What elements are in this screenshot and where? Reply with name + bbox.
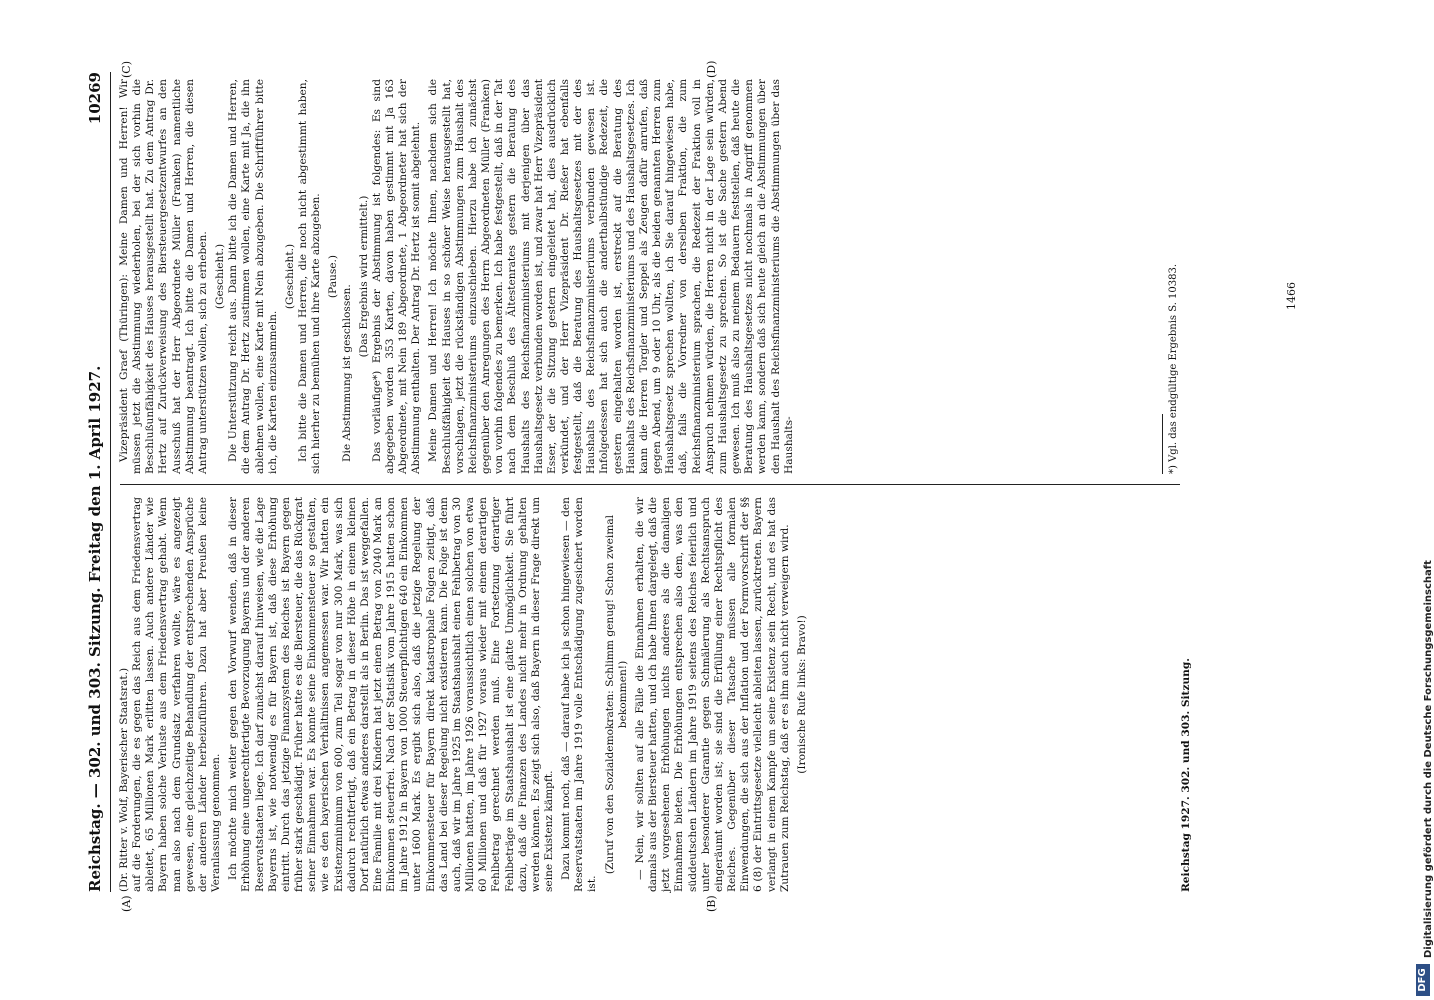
right-stage-direction-1: (Geschieht.) — [214, 243, 227, 310]
right-paragraph-2: Die Unterstützung reicht aus. Dann bitte ich die Damen und Herren, die dem Antrag Dr. Hertz zustimmen wollen, eine Karte mit Ja, die ihn ablehnen wollen, eine Karte mit Nein abzugeben. Die Schriftführer bitte ich, die Karten einzusammeln. — [227, 79, 279, 474]
right-paragraph-3: Ich bitte die Damen und Herren, die noch nicht abgestimmt haben, sich hierher zu bemühen und ihre Karte abzugeben. — [297, 79, 323, 474]
margin-marker-d: (D) — [705, 60, 718, 78]
margin-marker-a: (A) — [120, 895, 133, 912]
right-paragraph-6: Meine Damen und Herren! Ich möchte Ihnen, nachdem sich die Beschlußfähigkeit des Hauses in so schöner Weise herausgestellt hat, vorschlagen, jetzt die rückständigen Abstimmungen zum Haushalt des Reichsfinanzministeriums einzuschieben. Hierzu habe ich zunächst gegenüber den Anregungen des Herrn Abgeordneten Müller (Franken) von vorhin folgendes zu bemerken. Ich habe festgestellt, daß in der Tat nach dem Beschluß des Ältestenrates gestern die Beratung des Haushalts des Reichsfinanzministeriums mit derjenigen über das Haushaltsgesetz verbunden worden ist, und zwar hat Herr Vizepräsident Esser, der die Sitzung gestern eingeleitet hat, dies ausdrücklich verkündet, und der Herr Vizepräsident Dr. Rießer hat ebenfalls festgestellt, daß die Beratung des Haushaltsgesetzes mit der des Haushalts des Reichsfinanzministeriums verbunden gewesen ist. Infolgedessen hat sich auch die anderthalbstündige Redezeit, die gestern eingehalten worden ist, erstreckt auf die Beratung des Haushalts des Reichsfinanzministeriums und des Haushaltsgesetzes. Ich kann die Herren Torgler und Seppel als Zeugen dafür anrufen, daß gegen Abend, um 9 oder 10 Uhr, als die beiden genannten Herren zum Haushaltsgesetz sprechen wollten, ich Sie darauf hingewiesen habe, daß, falls die Vorredner von derselben Fraktion, die zum Reichsfinanzministerium sprachen, die Redezeit der Fraktion voll in Anspruch nehmen würden, die Herren nicht in der Lage sein würden, zum Haushaltsgesetz zu sprechen. So ist die Sache gestern Abend gewesen. Ich muß also zu meinem Bedauern feststellen, daß heute die Beratung des Haushaltsgesetzes nicht nochmals in Angriff genommen werden kann, sondern daß sich heute gleich an die Abstimmungen über den Haushalt des Reichsfinanzministeriums die Abstimmungen über das Haushalts- — [427, 79, 795, 474]
left-paragraph-1: auf die Forderungen, die es gegen das Reich aus dem Friedensvertrag ableitet, 65 Millionen Mark erlitten lassen. Auch andere Länder wie Bayern haben solche Verluste aus dem Friedensvertrag gehabt. Wenn man also nach dem Grundsatz verfahren wollte, wäre es angezeigt gewesen, eine gleichzeitige Behandlung der entsprechenden Ansprüche der anderen Länder herbeizuführen. Dazu hat aber Preußen keine Veranlassung genommen. — [131, 497, 223, 892]
left-footer: Reichstag 1927. 302. und 303. Sitzung. — [1180, 658, 1192, 892]
left-paragraph-4: — Nein, wir sollten auf alle Fälle die Einnahmen erhalten, die wir damals aus der Biersteuer hatten, und ich habe Ihnen dargelegt, daß die jetzt vorgesehenen Erhöhungen nichts anderes als die damaligen Einnahmen bieten. Die Erhöhungen entsprechen also dem, was den süddeutschen Ländern im Jahre 1919 seitens des Reiches feierlich und unter besonderer Garantie gegen Schmälerung als Rechtsanspruch eingeräumt worden ist; sie sind die Erfüllung einer Rechtspflicht des Reiches. Gegenüber dieser Tatsache müssen alle formalen Einwendungen, die sich aus der Inflation und der Formvorschrift der §§ 6 (8) der Eintrittsgesetze vielleicht ableiten lassen, zurücktreten. Bayern verlangt in einem Kampfe um seine Existenz sein Recht, und es hat das Zutrauen zum Reichstag, daß er es ihm auch nicht verweigern wird. — [633, 497, 791, 892]
right-column — [118, 79, 1163, 474]
left-interjection-1: (Zuruf von den Sozialdemokraten: Schlimm genug! Schon zweimal bekommen!) — [603, 514, 629, 875]
header-page-number: 10269 — [86, 72, 104, 125]
footnote: *) Vgl. das endgültige Ergebnis S. 10383. — [1168, 263, 1179, 474]
footnote-rule — [1162, 414, 1163, 474]
digitization-credit: Digitalisierung gefördert durch die Deutsche Forschungsgemeinschaft — [1423, 560, 1434, 958]
left-paragraph-2: Ich möchte mich weiter gegen den Vorwurf wenden, daß in dieser Erhöhung eine ungerechtfertigte Bevorzugung Bayerns und der anderen Reservatstaaten liege. Ich darf zunächst darauf hinweisen, wie die Lage Bayerns ist, wie notwendig es für Bayern ist, daß diese Erhöhung eintritt. Durch das jetzige Finanzsystem des Reiches ist Bayern gegen früher stark geschädigt. Früher hatte es die Biersteuer, die das Rückgrat seiner Einnahmen war. Es konnte seine Einkommensteuer so gestalten, wie es den bayerischen Verhältnissen angemessen war. Wir hatten ein Existenzminimum von 600, zum Teil sogar von nur 300 Mark, was sich dadurch rechtfertigt, daß ein Betrag in dieser Höhe in einem kleinen Dorf natürlich etwas anderes darstellt als in Berlin. Das ist weggefallen. Eine Familie mit drei Kindern hat jetzt einen Betrag von 2040 Mark an Einkommen steuerfrei. Nach der Statistik vom Jahre 1915 hatten schon im Jahre 1912 in Bayern von 1000 Steuerpflichtigen 640 ein Einkommen unter 1600 Mark. Es ergibt sich also, daß die jetzige Regelung der Einkommensteuer für Bayern direkt katastrophale Folgen zeitigt, daß das Land bei dieser Regelung nicht existieren kann. Die Folge ist denn auch, daß wir im Jahre 1925 im Staatshaushalt einen Fehlbetrag von 30 Millionen hatten, im Jahre 1926 voraussichtlich einen solchen von etwa 60 Millionen und daß für 1927 voraus wieder mit einem derartigen Fehlbetrag gerechnet werden muß. Eine Fortsetzung derartiger Fehlbeträge im Staatshaushalt ist eine glatte Unmöglichkeit. Sie führt dazu, daß die Finanzen des Landes nicht mehr in Ordnung gehalten werden können. Es zeigt sich also, daß Bayern in dieser Frage direkt um seine Existenz kämpft. — [227, 497, 555, 892]
header-rule — [110, 72, 111, 892]
left-paragraph-3: Dazu kommt noch, daß — darauf habe ich ja schon hingewiesen — den Reservatstaaten im Jahre 1919 volle Entschädigung zugesichert worden ist. — [560, 497, 599, 892]
right-paragraph-4: Die Abstimmung ist geschlossen. — [340, 284, 353, 462]
right-paragraph-5: Das vorläufige*) Ergebnis der Abstimmung ist folgendes: Es sind abgegeben worden 353 Karten, davon haben gestimmt mit Ja 163 Abgeordnete, mit Nein 189 Abgeordnete, 1 Abgeordneter hat sich der Abstimmung enthalten. Der Antrag Dr. Hertz ist somit abgelehnt. — [370, 79, 423, 474]
left-interjection-2: (Ironische Rufe links: Bravo!) — [795, 615, 808, 774]
right-paragraph-1: Vizepräsident Graef (Thüringen): Meine Damen und Herren! Wir müssen jetzt die Abstimmung wiederholen, bei der sich vorhin die Beschlußunfähigkeit des Hauses herausgestellt hat. Zu dem Antrag Dr. Hertz auf Zurückverweisung des Biersteuergesetzentwurfes an den Ausschuß hat der Herr Abgeordnete Müller (Franken) namentliche Abstimmung beantragt. Ich bitte die Damen und Herren, die diesen Antrag unterstützen wollen, sich zu erheben. — [118, 79, 209, 474]
right-stage-direction-2: (Geschieht.) — [283, 243, 296, 310]
margin-marker-b: (B) — [705, 895, 718, 912]
right-stage-direction-3: (Pause.) — [327, 254, 340, 299]
dfg-logo: DFG — [1416, 964, 1430, 996]
right-stage-direction-4: (Das Ergebnis wird ermittelt.) — [357, 195, 370, 358]
speaker-tag: (Dr. Ritter v. Wolf, Bayerischer Staatsrat.) — [118, 667, 130, 892]
header-title: Reichstag. — 302. und 303. Sitzung. Freitag den 1. April 1927. — [86, 365, 104, 892]
page-header — [86, 72, 104, 892]
column-divider — [120, 484, 1180, 485]
left-column — [118, 497, 1178, 892]
margin-marker-c: (C) — [120, 61, 133, 78]
bottom-page-number: 1466 — [1285, 282, 1298, 310]
